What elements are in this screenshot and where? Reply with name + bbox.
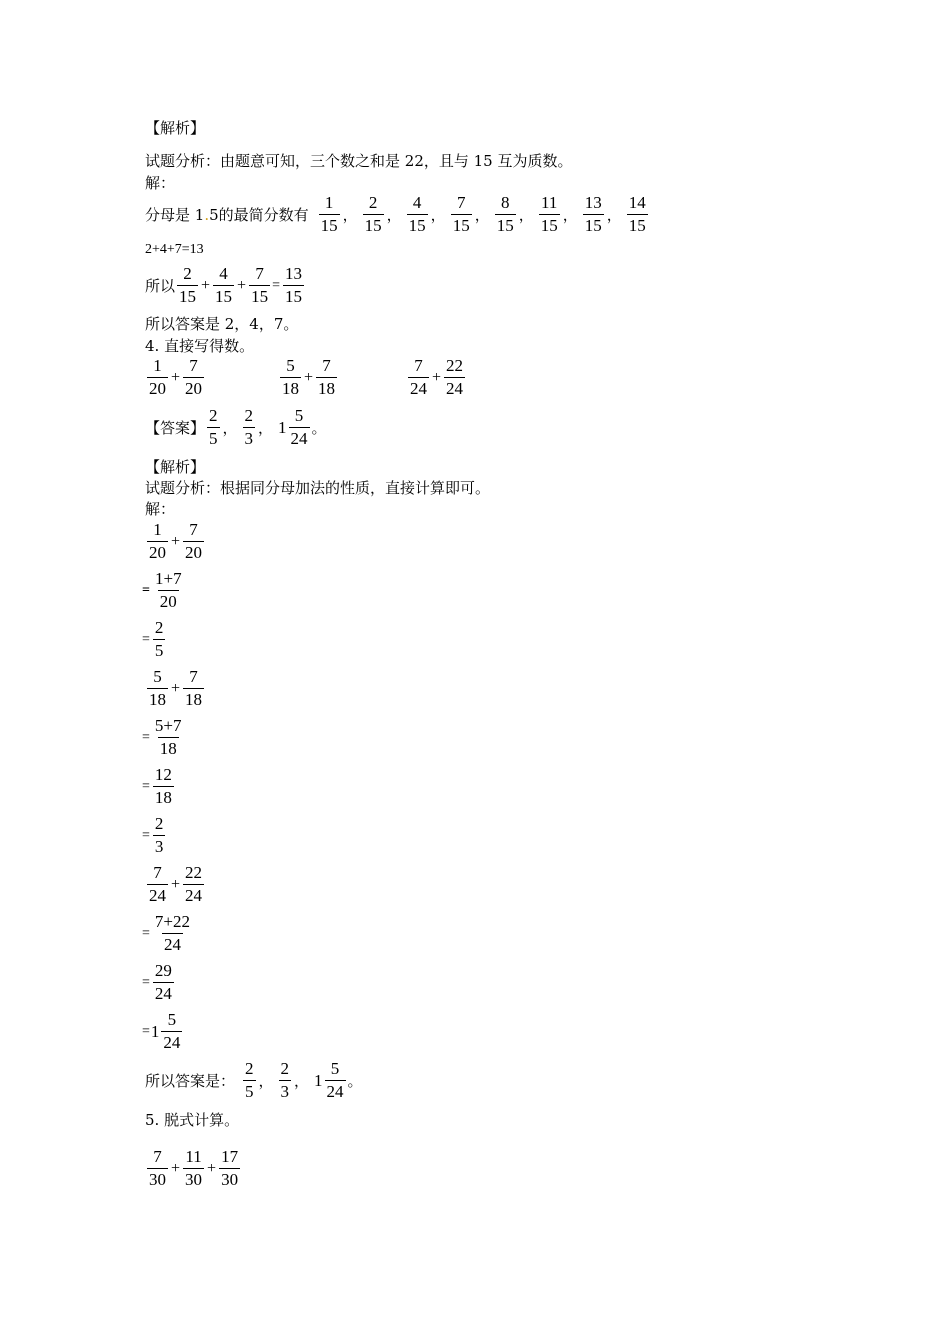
fraction: $\frac{11}{30}$ [185,1147,203,1189]
q4-jiexi [145,456,205,477]
step-2b [142,764,176,809]
section-heading-jiexi [145,117,205,138]
q5-title [145,1109,239,1130]
fraction: $\frac{7}{18}$ [185,667,203,709]
step-2a [142,715,186,760]
suoyi-label: 所以 [145,277,176,295]
step-3a [142,911,194,956]
q4-answer-line: 【答案】 $\frac{2}{5}$ ， $\frac{2}{3}$ ， 1 $\frac{5}{24}$ 。 [145,406,327,448]
fraction: $\frac{7}{15}$ [452,193,470,235]
simplest-fractions-line: 分母是 1 . 5的最简分数有 $\frac{1}{15}$ ， $\frac{2}{15}$ ， $\frac{4}{15}$ ， $\frac{7}{15}$ ， $\frac{8}{15}$ ， $\frac{11}{15}$ ， $\frac{13}{15}$ ， $\frac{14}{15}$ [145,193,646,235]
period: 。 [311,419,327,437]
equals-sign: = [272,277,280,293]
plus-sign: + [171,368,181,386]
q4-title-text: 4. 直接写得数。 [145,337,255,355]
fraction: $\frac{11}{15}$ [540,193,558,235]
dot-mark: . [204,205,210,224]
equals-sign: = [142,925,150,941]
period: 。 [347,1072,363,1090]
plus-sign: + [201,276,211,294]
plus-sign: + [171,1159,181,1177]
whole-number: 1 [314,1070,323,1090]
fraction: $\frac{7}{15}$ [251,264,269,306]
fraction: $\frac{17}{30}$ [221,1147,239,1189]
q4-problem-1 [145,355,206,400]
fraction: $\frac{29}{24}$ [154,961,172,1003]
plus-sign: + [237,276,247,294]
final-label: 所以答案是： [145,1072,236,1090]
fraction: $\frac{2}{3}$ [154,814,164,856]
fraction: $\frac{13}{15}$ [284,264,302,306]
fraction: $\frac{7}{24}$ [149,863,166,905]
equals-sign: = [142,778,150,794]
step-1b [142,617,167,662]
fraction: $\frac{7}{18}$ [318,356,336,398]
equals-sign: = [142,974,150,990]
sum-expression: 2+4+7=13 [145,242,204,257]
q4-analysis [145,477,490,498]
answer-text: 所以答案是 2，4，7。 [145,315,299,333]
q4-jie [145,498,175,519]
fraction: $\frac{7}{20}$ [185,520,203,562]
fraction: $\frac{5}{24}$ [326,1059,344,1101]
fraction: $\frac{5}{24}$ [163,1010,181,1052]
analysis-line: 试题分析：由题意可知，三个数之和是 22，且与 15 互为质数。 [145,152,573,170]
plus-sign: + [171,679,181,697]
fraction: $\frac{4}{15}$ [408,193,426,235]
fraction: $\frac{5+7}{18}$ [154,716,182,758]
analysis-text [145,150,572,171]
step-2c [142,813,167,858]
fraction: $\frac{7}{24}$ [410,356,427,398]
plus-sign: + [304,368,314,386]
fraction: $\frac{2}{5}$ [154,618,164,660]
answer-label: 【答案】 [145,419,206,437]
fraction: $\frac{22}{24}$ [185,863,203,905]
fenmu-prefix-a: 分母是 1 [145,206,205,224]
jiexi-label: 【解析】 [145,458,206,476]
fraction: $\frac{7+22}{24}$ [154,912,190,954]
fraction: $\frac{2}{15}$ [179,264,197,306]
fraction: $\frac{5}{18}$ [282,356,299,398]
step-1-problem [145,519,206,564]
step-2-problem [145,666,206,711]
equals-sign: = [142,729,150,745]
jie-label [145,172,175,193]
fraction: $\frac{4}{15}$ [215,264,233,306]
fenmu-prefix-b: 5的最简分数有 [209,206,309,224]
answer-line [145,313,298,334]
equals-sign: = [142,827,150,843]
q5-problem [145,1146,242,1191]
whole-number: 1 [150,1021,160,1041]
q4-problem-2 [278,355,339,400]
fraction: $\frac{8}{15}$ [496,193,514,235]
plus-sign: + [207,1159,217,1177]
suoyi-sum-line [145,263,306,308]
whole-number: 1 [278,417,287,437]
step-1a [142,568,186,613]
jiexi-label: 【解析】 [145,119,206,137]
step-3b [142,960,176,1005]
analysis-line: 试题分析：根据同分母加法的性质，直接计算即可。 [145,479,491,497]
fraction: $\frac{2}{5}$ [209,406,218,448]
plus-sign: + [171,532,181,550]
fraction: $\frac{13}{15}$ [584,193,602,235]
fraction: $\frac{1}{20}$ [149,356,166,398]
fraction: $\frac{5}{18}$ [149,667,166,709]
fraction: $\frac{5}{24}$ [290,406,308,448]
step-3c [142,1009,184,1054]
q5-title-text: 5. 脱式计算。 [145,1111,240,1129]
fraction: $\frac{14}{15}$ [628,193,646,235]
q4-problem-3 [406,355,467,400]
fraction: $\frac{2}{15}$ [364,193,382,235]
jie-text: 解： [145,500,176,518]
step-3-problem [145,862,206,907]
fraction: $\frac{7}{30}$ [149,1147,166,1189]
final-answer-line: 所以答案是： $\frac{2}{5}$ ， $\frac{2}{3}$ ， 1 $\frac{5}{24}$ 。 [145,1059,363,1101]
fraction: $\frac{1}{20}$ [149,520,166,562]
fraction: $\frac{2}{5}$ [245,1059,254,1101]
fraction: $\frac{7}{20}$ [185,356,203,398]
equals-sign: = [142,1023,150,1039]
jie-text: 解： [145,174,176,192]
fraction: $\frac{2}{3}$ [244,406,254,448]
fraction: $\frac{2}{3}$ [280,1059,290,1101]
fraction: $\frac{1}{15}$ [320,193,338,235]
equals-sign: = [142,631,150,647]
q4-title [145,335,254,356]
fraction: $\frac{22}{24}$ [446,356,464,398]
plus-sign: + [171,875,181,893]
fraction: $\frac{1+7}{20}$ [154,569,182,611]
sum-line [145,242,204,258]
fraction: $\frac{12}{18}$ [154,765,172,807]
plus-sign: + [432,368,442,386]
equals-sign: = [142,582,150,598]
